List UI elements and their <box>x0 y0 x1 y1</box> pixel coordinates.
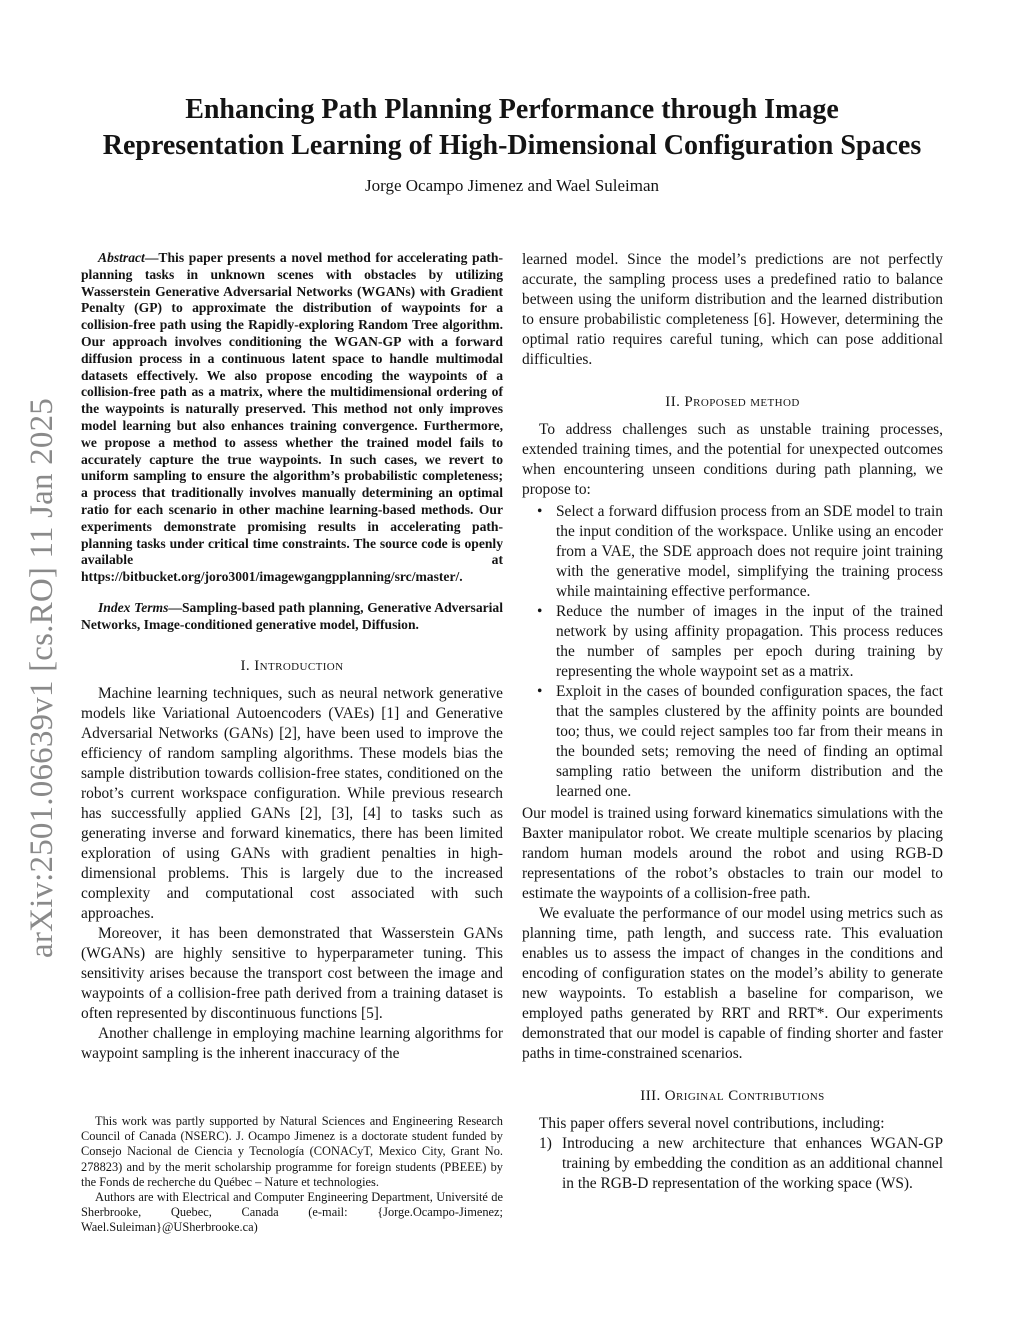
list-item <box>522 602 943 682</box>
index-terms-lead: Index Terms <box>98 599 169 615</box>
paragraph: To address challenges such as unstable training processes, extended training times, and the potential for unexpected outcomes when encountering unseen conditions during path planning, we propose to: <box>522 421 943 498</box>
index-terms <box>81 600 503 634</box>
paragraph: Machine learning techniques, such as neural network generative models like Variational Autoencoders (VAEs) [1] and Generative Adversarial Networks (GANs) [2], have been used to improve the efficiency of random sampling algorithms. These models bias the sample distribution towards collision-free states, conditioned on the robot’s current workspace configuration. While previous research has successfully applied GANs [2], [3], [4] to tasks such as generating inverse and forward kinematics, there has been limited exploration of using GANs with gradient penalties in high-dimensional problems. This is largely due to the increased complexity and computational cost associated with such approaches. <box>81 684 503 922</box>
section-numeral: I. <box>240 657 251 674</box>
list-item-text: Reduce the number of images in the input of the trained network by using affinity propagation. This process reduces the number of samples per epoch during training by representing the whole waypoint set as a matrix. <box>556 603 943 680</box>
abstract-text: —This paper presents a novel method for accelerating path-planning tasks in unknown scenes with obstacles by utilizing Wasserstein Generative Adversarial Networks (WGANs) with Gradient Penalty (GP) to approximate the distribution of waypoints for a collision-free path using the Rapidly-exploring Random Tree algorithm. Our approach involves conditioning the WGAN-GP with a forward diffusion process in a continuous latent space to handle multimodal datasets effectively. We also propose encoding the waypoints of a collision-free path as a matrix, where the multidimensional ordering of the waypoints is naturally preserved. This method not only improves model learning but also enhances training convergence. Furthermore, we propose a method to assess whether the trained model fails to accurately capture the true waypoints. In such cases, we revert to uniform sampling to ensure the algorithm’s probabilistic completeness; a process that traditionally involves manually determining an optimal ratio for each scenario in other machine learning-based methods. Our experiments demonstrate promising results in accelerating path-planning tasks under critical time constraints. The source code is openly available at https://bitbucket.org/joro3001/imagewgangpplanning/src/master/. <box>81 250 503 585</box>
list-item <box>522 682 943 802</box>
list-item <box>522 502 943 602</box>
contribution-list <box>522 1134 943 1194</box>
left-column <box>81 250 503 1064</box>
author-list: Jorge Ocampo Jimenez and Wael Suleiman <box>364 176 659 195</box>
index-terms-text: —Sampling-based path planning, Generative Adversarial Networks, Image-conditioned generative model, Diffusion. <box>81 599 503 632</box>
paragraph: learned model. Since the model’s predictions are not perfectly accurate, the sampling process uses a predefined ratio to balance between using the uniform distribution and the learned distribution to ensure probabilistic completeness [6]. However, determining the optimal ratio requires careful tuning, which can pose additional difficulties. <box>522 251 943 368</box>
paragraph: Another challenge in employing machine learning algorithms for waypoint sampling is the inherent inaccuracy of the <box>81 1024 503 1062</box>
section-heading-proposed-method <box>522 392 943 412</box>
section-title: Introduction <box>254 657 344 674</box>
abstract <box>81 250 503 586</box>
paragraph: This paper offers several novel contributions, including: <box>539 1115 885 1132</box>
footnotes <box>81 1114 503 1236</box>
bullet-icon: • <box>537 503 543 520</box>
bullet-icon: • <box>537 683 543 700</box>
list-item <box>522 1134 943 1194</box>
right-column <box>522 250 943 1194</box>
list-item-number: 1) <box>539 1135 552 1152</box>
footnote-affiliation: Authors are with Electrical and Computer Engineering Department, Université de Sherbrooke, Quebec, Canada (e-mail: {Jorge.Ocampo-Jimenez; Wael.Suleiman}@USherbrooke.ca) <box>81 1190 503 1235</box>
paper-title <box>60 92 964 164</box>
section-heading-introduction <box>81 656 503 676</box>
abstract-lead: Abstract <box>98 250 145 265</box>
section-title: Original Contributions <box>664 1088 825 1104</box>
arxiv-identifier: arXiv:2501.06639v1 [cs.RO] 11 Jan 2025 <box>24 398 60 958</box>
section-heading-original-contributions <box>522 1086 943 1106</box>
paragraph: Moreover, it has been demonstrated that Wasserstein GANs (WGANs) are highly sensitive to hyperparameter tuning. This sensitivity arises because the transport cost between the image and waypoints of a collision-free path derived from a training dataset is often represented by discontinuous functions [5]. <box>81 924 503 1022</box>
title-line-2: Representation Learning of High-Dimensional Configuration Spaces <box>102 130 922 161</box>
list-item-text: Introducing a new architecture that enhances WGAN-GP training by embedding the condition as an additional channel in the RGB-D representation of the working space (WS). <box>562 1135 943 1192</box>
footnote-funding: This work was partly supported by Natural Sciences and Engineering Research Council of Canada (NSERC). J. Ocampo Jimenez is a doctorate student funded by Consejo Nacional de Ciencia y Tecnología (CONACyT, Mexico City, Grant No. 278823) and by the merit scholarship programme for foreign students (PBEEE) by the Fonds de recherche du Québec – Nature et technologies. <box>81 1114 503 1189</box>
bullet-icon: • <box>537 603 543 620</box>
paragraph: We evaluate the performance of our model using metrics such as planning time, path length, and success rate. This evaluation enables us to assess the impact of changes in the conditions and encoding of configuration states on the model’s ability to generate new waypoints. To establish a baseline for comparison, we employed paths generated by RRT and RRT*. Our experiments demonstrated that our model is capable of finding shorter and faster paths in time-constrained scenarios. <box>522 905 943 1062</box>
section-numeral: II. <box>665 394 681 410</box>
section-title: Proposed method <box>684 394 800 410</box>
list-item-text: Exploit in the cases of bounded configuration spaces, the fact that the samples clustered by the affinity points are bounded too; thus, we could reject samples too far from their means in the bounded sets; removing the need of finding an optimal sampling ratio between the uniform distribution and the learned one. <box>556 683 943 800</box>
section-numeral: III. <box>640 1088 661 1104</box>
bullet-list <box>522 502 943 802</box>
list-item-text: Select a forward diffusion process from an SDE model to train the input condition of the workspace. Unlike using an encoder from a VAE, the SDE approach does not require joint training with the generative model, simplifying the training process while maintaining effective performance. <box>556 503 943 600</box>
paragraph: Our model is trained using forward kinematics simulations with the Baxter manipulator robot. We create multiple scenarios by placing random human models around the robot and using RGB-D representations of the robot’s obstacles to train our model to estimate the waypoints of a collision-free path. <box>522 805 943 902</box>
title-line-1: Enhancing Path Planning Performance through Image <box>185 94 839 125</box>
